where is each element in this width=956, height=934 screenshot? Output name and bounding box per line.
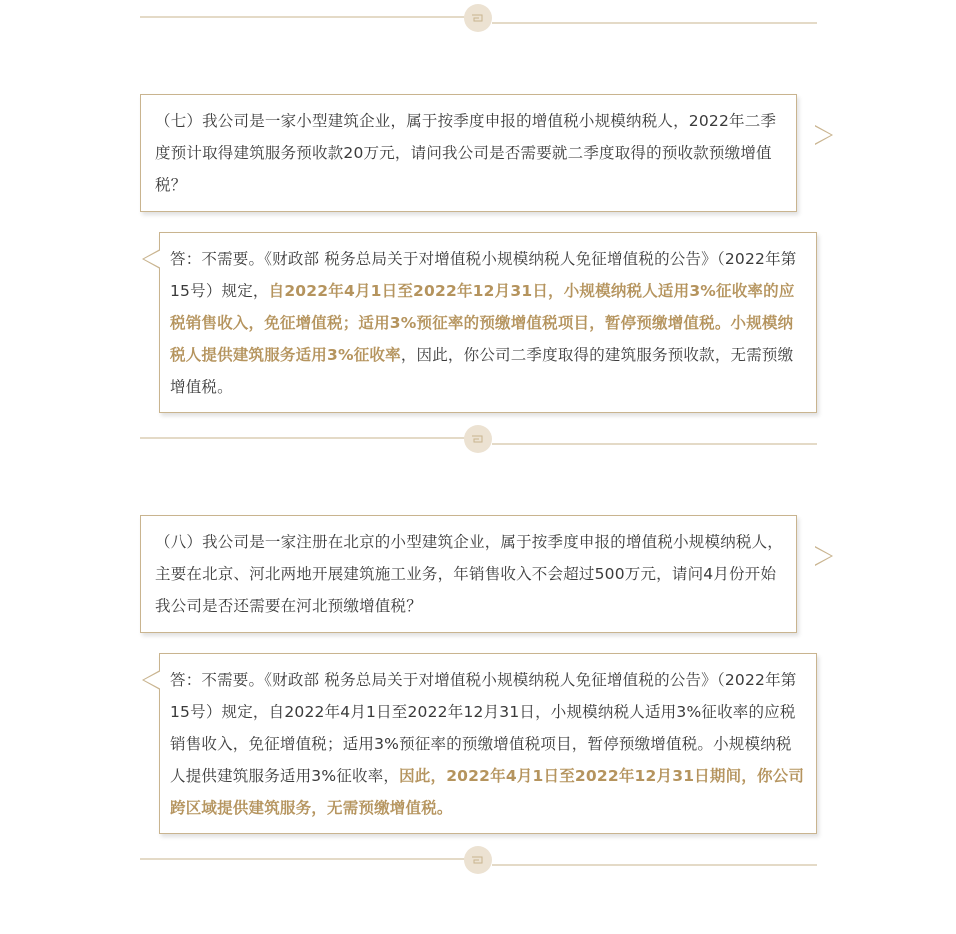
answer-text: 答：不需要。《财政部 税务总局关于对增值税小规模纳税人免征增值税的公告》（2022年第15号）规定，自2022年4月1日至2022年12月31日，小规模纳税人适用3%征收率的应税销售收入，免征增值税；适用3%预征率的预缴增值税项目，暂停预缴增值税。小规模纳税人提供建筑服务适用3%征收率，: [170, 671, 797, 785]
answer-box-7: [159, 232, 817, 413]
question-box-8: [140, 515, 797, 633]
answer-text: 答：不需要。《财政部 税务总局关于对增值税小规模纳税人免征增值税的公告》（2022年第15号）规定，: [170, 250, 797, 300]
ornament-divider-icon: [140, 3, 817, 33]
ornament-divider: [140, 3, 817, 33]
ornament-divider: [140, 424, 817, 454]
question-text: （七）我公司是一家小型建筑企业，属于按季度申报的增值税小规模纳税人，2022年二季度预计取得建筑服务预收款20万元，请问我公司是否需要就二季度取得的预收款预缴增值税？: [155, 112, 777, 194]
ornament-divider-icon: [140, 424, 817, 454]
answer-highlight: 自2022年4月1日至2022年12月31日，小规模纳税人适用3%征收率的应税销售收入，免征增值税；适用3%预征率的预缴增值税项目，暂停预缴增值税。小规模纳税人提供建筑服务适用3%征收率: [170, 282, 795, 364]
question-box-7: [140, 94, 797, 212]
answer-highlight: 因此，2022年4月1日至2022年12月31日期间，你公司跨区域提供建筑服务，无需预缴增值税。: [170, 767, 805, 817]
answer-text: ，因此，你公司二季度取得的建筑服务预收款，无需预缴增值税。: [170, 346, 794, 396]
question-text: （八）我公司是一家注册在北京的小型建筑企业，属于按季度申报的增值税小规模纳税人，主要在北京、河北两地开展建筑施工业务，年销售收入不会超过500万元，请问4月份开始我公司是否还需要在河北预缴增值税？: [155, 533, 784, 615]
answer-box-8: [159, 653, 817, 834]
ornament-divider: [140, 845, 817, 875]
ornament-divider-icon: [140, 845, 817, 875]
